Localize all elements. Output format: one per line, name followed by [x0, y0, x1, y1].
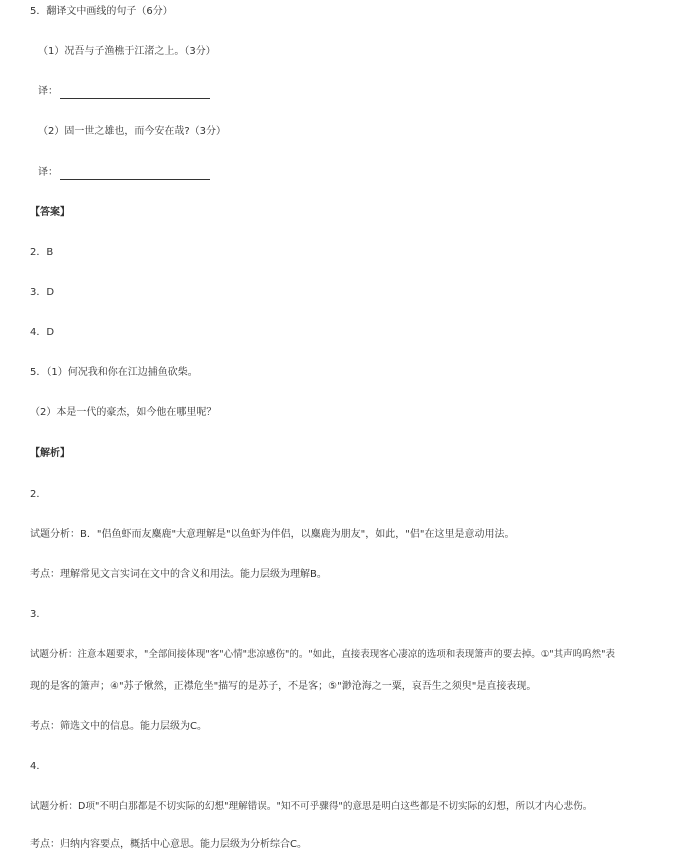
translation-blank[interactable]: [60, 169, 210, 180]
translation-line-1: [38, 85, 210, 99]
answer-item: 2．B: [30, 247, 54, 258]
circled-number: ①: [540, 649, 550, 660]
analysis-q3-text: "渺沧海之一粟，哀吾生之须臾"是直接表现。: [337, 681, 537, 692]
answer-header: 【答案】: [30, 207, 70, 218]
analysis-q4-point: 考点：归纳内容要点，概括中心意思。能力层级为分析综合C。: [30, 839, 307, 850]
analysis-q4-text: 试题分析：D项"不明白那都是不切实际的幻想"理解错误。"知不可乎骤得"的意思是明白这些都是不切实际的幻想，所以才内心悲伤。: [30, 801, 593, 812]
q5-sub1: （1）况吾与子渔樵于江渚之上。（3分）: [38, 46, 216, 57]
analysis-q3-text: 试题分析：注意本题要求，"全部间接体现"客"心情"悲凉感伤"的。"如此，直接表现客心凄凉的选项和表现箫声的要去掉。: [30, 649, 541, 660]
analysis-q2-number: 2．: [30, 489, 47, 500]
answer-5-2: （2）本是一代的豪杰，如今他在哪里呢？: [30, 407, 217, 418]
translation-label: 译：: [38, 86, 58, 97]
translation-label: 译：: [38, 167, 58, 178]
circled-number: ④: [110, 681, 119, 692]
analysis-q3-text-line1: [30, 648, 615, 662]
q5-title: 5．翻译文中画线的句子（6分）: [30, 6, 173, 17]
analysis-q3-text-line2: [30, 680, 536, 694]
translation-blank[interactable]: [60, 88, 210, 99]
analysis-q3-number: 3．: [30, 609, 47, 620]
answer-item: 3．D: [30, 287, 55, 298]
analysis-q2-text: 试题分析：B．"侣鱼虾而友麋鹿"大意理解是"以鱼虾为伴侣，以麋鹿为朋友"，如此，"侣"在这里是意动用法。: [30, 529, 515, 540]
analysis-q3-text: "其声呜呜然"表: [549, 649, 616, 660]
analysis-q3-text: "苏子愀然，正襟危坐"描写的是苏子，不是客；: [118, 681, 329, 692]
analysis-header: 【解析】: [30, 448, 70, 459]
answer-item: 4．D: [30, 327, 55, 338]
answer-5-1: 5．（1）何况我和你在江边捕鱼砍柴。: [30, 367, 198, 378]
q5-sub2: （2）固一世之雄也，而今安在哉?（3分）: [38, 126, 227, 137]
circled-number: ⑤: [328, 681, 338, 692]
analysis-q4-number: 4．: [30, 761, 47, 772]
analysis-q3-point: 考点：筛选文中的信息。能力层级为C。: [30, 721, 207, 732]
analysis-q3-text: 现的是客的箫声；: [30, 681, 110, 692]
analysis-q2-point: 考点：理解常见文言实词在文中的含义和用法。能力层级为理解B。: [30, 569, 327, 580]
translation-line-2: [38, 166, 210, 180]
